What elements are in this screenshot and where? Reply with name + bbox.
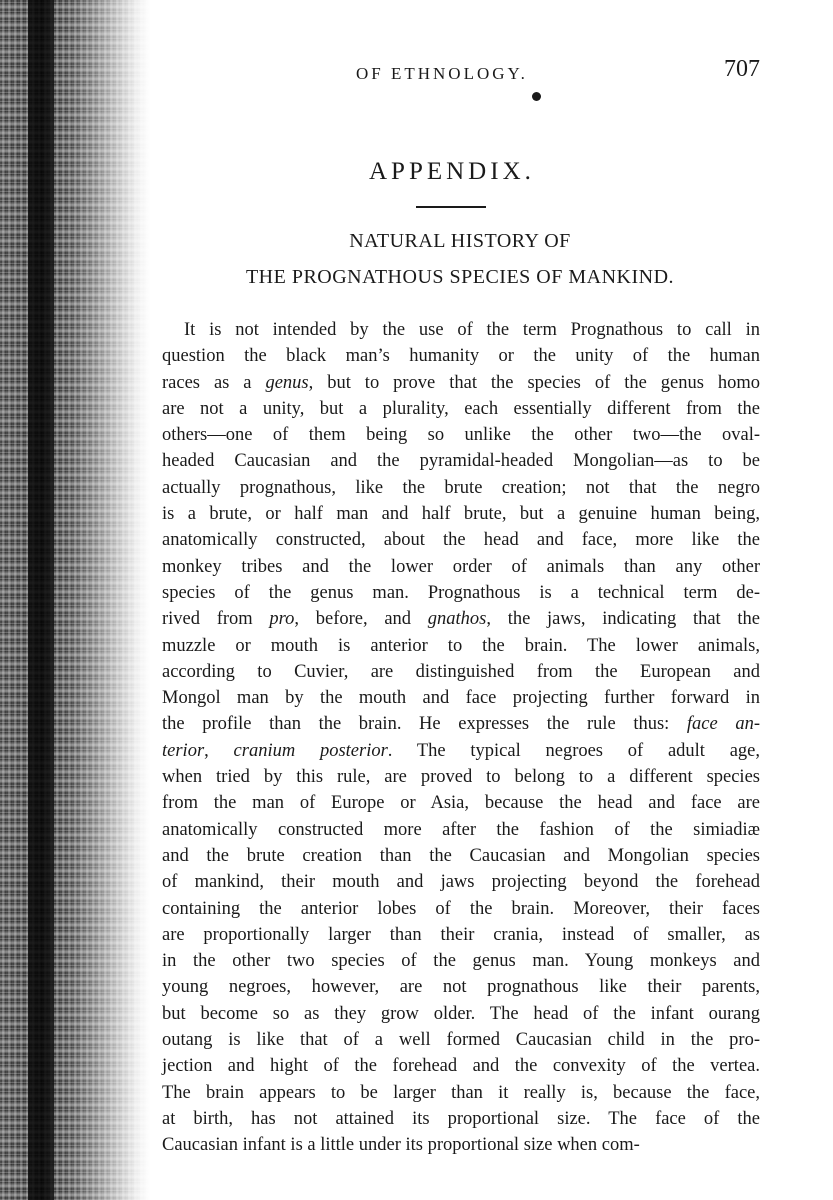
title-rule-divider (416, 206, 486, 208)
body-line: others—one of them being so unlike the other two—the oval- (162, 425, 760, 446)
body-line: the profile than the brain. He expresses the rule thus: face an- (162, 714, 760, 735)
body-line: headed Caucasian and the pyramidal-headed Mongolian—as to be (162, 451, 760, 472)
body-line: young negroes, however, are not prognathous like their parents, (162, 977, 760, 998)
body-line: It is not intended by the use of the term Prognathous to call in (184, 320, 760, 340)
ornament-dot-icon (532, 92, 541, 101)
section-title-line-1: NATURAL HISTORY OF (349, 230, 571, 252)
book-spine-shadow (28, 0, 54, 1200)
scan-gutter-shadow (0, 0, 150, 1200)
appendix-title: APPENDIX. (369, 158, 535, 185)
body-line: outang is like that of a well formed Caucasian child in the pro- (162, 1030, 760, 1051)
body-line: is a brute, or half man and half brute, but a genuine human being, (162, 504, 760, 525)
body-line: at birth, has not attained its proportional size. The face of the (162, 1108, 760, 1129)
body-line: rived from pro, before, and gnathos, the jaws, indicating that the (162, 609, 760, 630)
body-line: species of the genus man. Prognathous is a technical term de- (162, 582, 760, 603)
body-line: are not a unity, but a plurality, each essentially different from the (162, 398, 760, 419)
body-line: anatomically constructed, about the head and face, more like the (162, 530, 760, 551)
body-line: and the brute creation than the Caucasian and Mongolian species (162, 845, 760, 866)
body-line: terior, cranium posterior. The typical negroes of adult age, (162, 740, 760, 761)
page-number: 707 (724, 56, 760, 82)
body-paragraph (162, 317, 760, 1159)
body-line: jection and hight of the forehead and the convexity of the vertea. (162, 1056, 760, 1077)
body-line: when tried by this rule, are proved to belong to a different species (162, 767, 760, 788)
body-line: Mongol man by the mouth and face projecting further forward in (162, 688, 760, 709)
section-title-line-2: THE PROGNATHOUS SPECIES OF MANKIND. (245, 266, 675, 288)
body-line: are proportionally larger than their crania, instead of smaller, as (162, 924, 760, 945)
body-line: containing the anterior lobes of the brain. Moreover, their faces (162, 898, 760, 919)
body-line: in the other two species of the genus man. Young monkeys and (162, 951, 760, 972)
body-line: from the man of Europe or Asia, because the head and face are (162, 793, 760, 814)
body-line: question the black man’s humanity or the unity of the human (162, 346, 760, 367)
body-line: actually prognathous, like the brute creation; not that the negro (162, 477, 760, 498)
body-line: of mankind, their mouth and jaws projecting beyond the forehead (162, 872, 760, 893)
body-line: Caucasian infant is a little under its proportional size when com- (162, 1135, 640, 1156)
body-line: The brain appears to be larger than it really is, because the face, (162, 1082, 760, 1103)
running-head: OF ETHNOLOGY. (356, 64, 528, 83)
body-line: but become so as they grow older. The head of the infant ourang (162, 1003, 760, 1024)
body-line: races as a genus, but to prove that the species of the genus homo (162, 372, 760, 393)
body-line: according to Cuvier, are distinguished from the European and (162, 661, 760, 682)
body-line: muzzle or mouth is anterior to the brain. The lower animals, (162, 635, 760, 656)
body-line: anatomically constructed more after the fashion of the simiadiæ (162, 819, 760, 840)
body-line: monkey tribes and the lower order of animals than any other (162, 556, 760, 577)
